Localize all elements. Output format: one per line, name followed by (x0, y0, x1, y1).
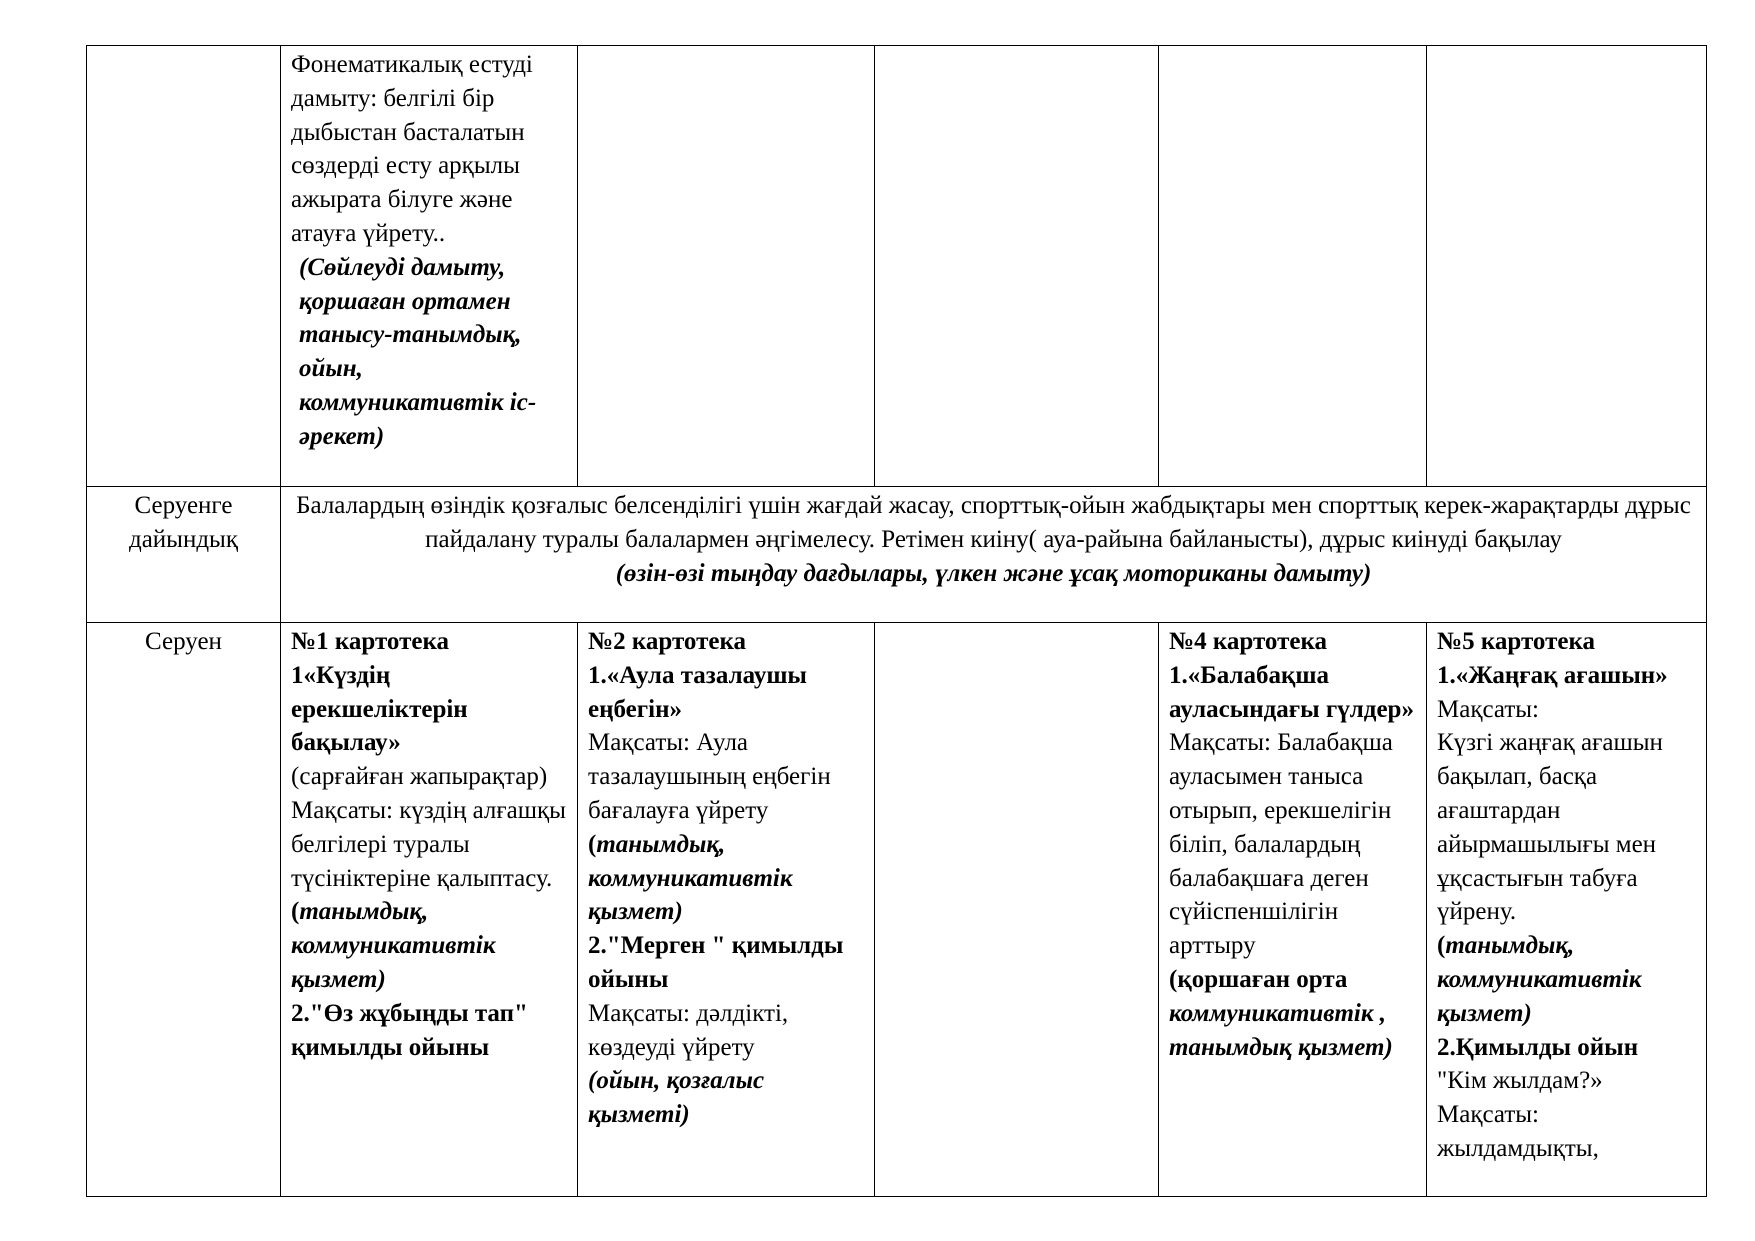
observation-title: 1.«Аула тазалаушы еңбегін» (588, 661, 807, 723)
plan-table (86, 45, 1707, 1197)
game-areas: (ойын, қозғалыс қызметі) (588, 1067, 765, 1129)
empty-cell (578, 46, 875, 487)
observation-goal: Мақсаты: күздің алғашқы белгілері туралы түсініктеріне қалыптасу. (291, 796, 566, 892)
game-goal: Мақсаты: дәлдікті, көздеуді үйрету (588, 999, 789, 1061)
row-label-walk-preparation: Серуенге дайындық (87, 487, 281, 623)
card-number: №4 картотека (1169, 628, 1327, 655)
activity-areas: (танымдық, коммуникативтік қызмет) (291, 898, 496, 993)
game-title: 2."Мерген " қимылды ойыны (588, 932, 844, 993)
walk-cell-card-2 (578, 623, 875, 1197)
game-goal-label: Мақсаты: (1437, 1101, 1539, 1129)
activity-text: Фонематикалық естуді дамыту: белгілі бір дыбыстан басталатын сөздерді есту арқылы ажырата білуге және атауға үйрету.. (291, 51, 533, 247)
game-name: "Кім жылдам?» (1437, 1067, 1603, 1095)
walk-preparation-cell (281, 487, 1707, 623)
row-label-empty (87, 46, 281, 487)
observation-goal: Мақсаты: Аула тазалаушының еңбегін бағалауға үйрету (588, 729, 831, 824)
activity-cell-phonemic (281, 46, 578, 487)
card-number: №2 картотека (588, 628, 746, 655)
activity-areas: (танымдық, коммуникативтік қызмет) (1437, 932, 1642, 1027)
walk-cell-card-5 (1427, 623, 1707, 1197)
walk-cell-empty (875, 623, 1159, 1197)
row-label-walk: Серуен (87, 623, 281, 1197)
activity-areas: (Сөйлеуді дамыту, қоршаған ортамен танысу-танымдық, ойын, коммуникативтік іс-әрекет) (299, 253, 537, 450)
walk-cell-card-1 (281, 623, 578, 1197)
empty-cell (1427, 46, 1707, 487)
observation-note: (сарғайған жапырақтар) (291, 763, 548, 791)
game-title: 2.Қимылды ойын (1437, 1033, 1639, 1061)
walk-preparation-areas: (өзін-өзі тыңдау дағдылары, үлкен және ұсақ моториканы дамыту) (615, 559, 1372, 587)
game-title: 2."Өз жұбыңды тап" қимылды ойыны (291, 999, 528, 1061)
walk-preparation-text: Балалардың өзіндік қозғалыс белсенділігі үшін жағдай жасау, спорттық-ойын жабдықтары мен спорттық керек-жарақтарды дұрыс пайдалану туралы балалармен әңгімелесу. Ретімен киіну( ауа-райына байланысты), дұрыс киінуді бақылау (296, 492, 1691, 553)
activity-areas: коммуникативтік , танымдық қызмет) (1169, 999, 1393, 1061)
table-row-walk-preparation (87, 487, 1707, 623)
activity-areas-env: (қоршаған орта (1169, 965, 1348, 993)
table-row-walk (87, 623, 1707, 1197)
observation-title: 1.«Балабақша ауласындағы гүлдер» (1169, 661, 1414, 723)
walk-cell-card-4 (1159, 623, 1427, 1197)
empty-cell (875, 46, 1159, 487)
card-number: №5 картотека (1437, 628, 1595, 655)
card-number: №1 картотека (291, 628, 449, 655)
goal-label: Мақсаты: (1437, 695, 1539, 723)
observation-goal: Күзгі жаңғақ ағашын бақылап, басқа ағаштардан айырмашылығы мен ұқсастығын табуға үйрену. (1437, 729, 1663, 926)
activity-areas: (танымдық, коммуникативтік қызмет) (588, 830, 793, 926)
game-goal: жылдамдықты, (1437, 1134, 1599, 1162)
empty-cell (1159, 46, 1427, 487)
observation-title: 1«Күздің ерекшеліктерін бақылау» (291, 661, 468, 757)
observation-goal: Мақсаты: Балабақша ауласымен таныса отырып, ерекшелігін біліп, балалардың балабақшаға деген сүйіспеншілігін арттыру (1169, 729, 1393, 960)
table-row-phonemic (87, 46, 1707, 487)
observation-title: 1.«Жаңғақ ағашын» (1437, 661, 1668, 689)
